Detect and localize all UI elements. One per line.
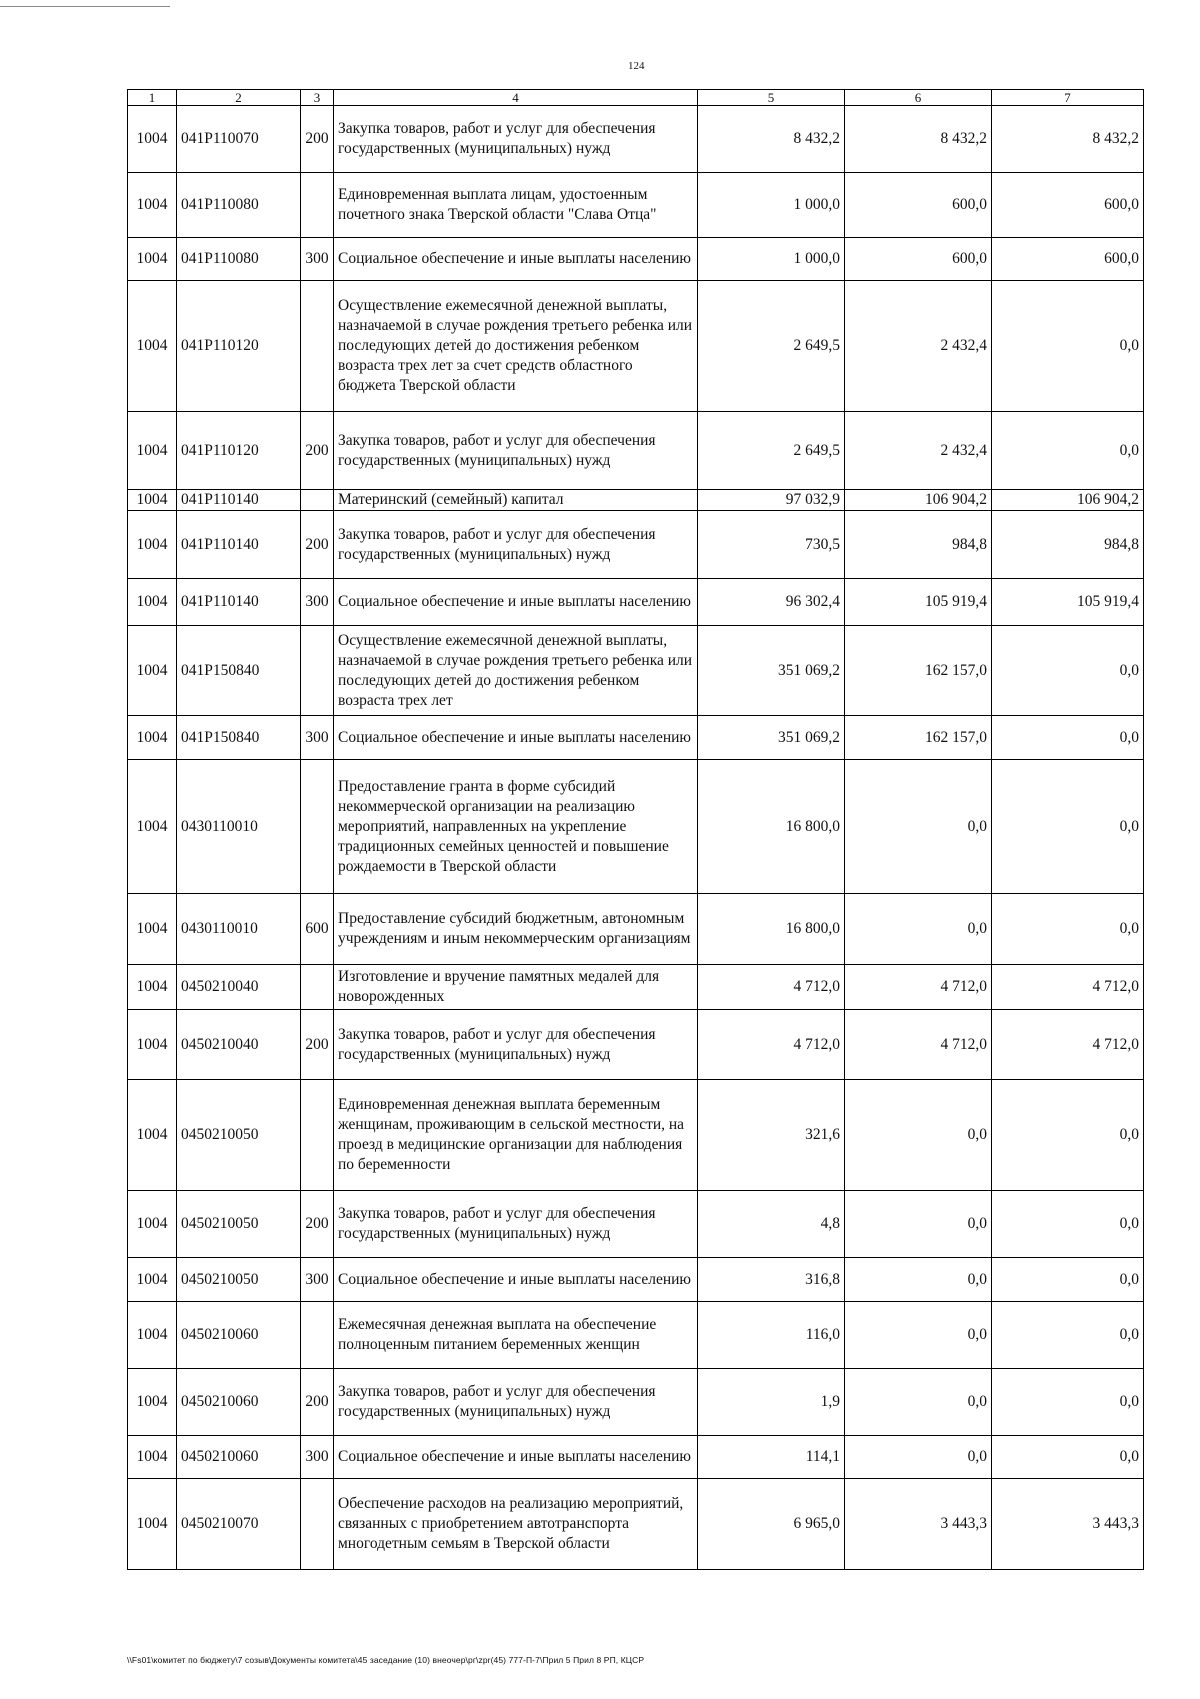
table-row — [128, 281, 1144, 412]
value-col-6: 8 432,2 — [845, 106, 992, 173]
target-code: 041P110140 — [177, 490, 301, 511]
value-col-5: 2 649,5 — [698, 281, 845, 412]
value-col-5: 351 069,2 — [698, 626, 845, 716]
value-col-6: 4 712,0 — [845, 965, 992, 1010]
section-code: 1004 — [128, 490, 177, 511]
item-name: Закупка товаров, работ и услуг для обеспечения государственных (муниципальных) нужд — [334, 412, 698, 490]
section-code: 1004 — [128, 281, 177, 412]
section-code: 1004 — [128, 173, 177, 238]
expense-type: 200 — [301, 511, 334, 579]
value-col-7: 4 712,0 — [992, 1010, 1144, 1080]
value-col-6: 0,0 — [845, 1191, 992, 1258]
value-col-7: 984,8 — [992, 511, 1144, 579]
value-col-5: 316,8 — [698, 1258, 845, 1302]
header-col-5: 5 — [698, 90, 845, 106]
table-row — [128, 1369, 1144, 1436]
section-code: 1004 — [128, 412, 177, 490]
table-row — [128, 1436, 1144, 1479]
value-col-7: 4 712,0 — [992, 965, 1144, 1010]
section-code: 1004 — [128, 760, 177, 894]
table-row — [128, 1191, 1144, 1258]
value-col-5: 730,5 — [698, 511, 845, 579]
value-col-7: 8 432,2 — [992, 106, 1144, 173]
target-code: 041P150840 — [177, 716, 301, 760]
value-col-7: 600,0 — [992, 238, 1144, 281]
value-col-5: 97 032,9 — [698, 490, 845, 511]
header-col-1: 1 — [128, 90, 177, 106]
target-code: 0450210040 — [177, 1010, 301, 1080]
expense-type — [301, 626, 334, 716]
target-code: 0450210060 — [177, 1302, 301, 1369]
item-name: Закупка товаров, работ и услуг для обеспечения государственных (муниципальных) нужд — [334, 511, 698, 579]
value-col-7: 0,0 — [992, 894, 1144, 965]
target-code: 0450210060 — [177, 1369, 301, 1436]
section-code: 1004 — [128, 1080, 177, 1191]
value-col-7: 0,0 — [992, 281, 1144, 412]
section-code: 1004 — [128, 106, 177, 173]
value-col-6: 600,0 — [845, 238, 992, 281]
value-col-7: 0,0 — [992, 1258, 1144, 1302]
expense-type — [301, 760, 334, 894]
target-code: 041P110080 — [177, 173, 301, 238]
value-col-5: 8 432,2 — [698, 106, 845, 173]
table-row — [128, 1258, 1144, 1302]
value-col-5: 1,9 — [698, 1369, 845, 1436]
value-col-7: 105 919,4 — [992, 579, 1144, 626]
target-code: 0450210050 — [177, 1191, 301, 1258]
target-code: 0450210050 — [177, 1258, 301, 1302]
expense-type: 200 — [301, 106, 334, 173]
table-row — [128, 238, 1144, 281]
value-col-5: 351 069,2 — [698, 716, 845, 760]
value-col-6: 3 443,3 — [845, 1479, 992, 1570]
expense-type: 200 — [301, 1010, 334, 1080]
target-code: 0430110010 — [177, 894, 301, 965]
value-col-6: 0,0 — [845, 760, 992, 894]
item-name: Единовременная выплата лицам, удостоенным почетного знака Тверской области "Слава Отца" — [334, 173, 698, 238]
expense-type — [301, 1302, 334, 1369]
expense-type — [301, 490, 334, 511]
value-col-6: 105 919,4 — [845, 579, 992, 626]
table-row — [128, 490, 1144, 511]
value-col-6: 600,0 — [845, 173, 992, 238]
section-code: 1004 — [128, 1010, 177, 1080]
section-code: 1004 — [128, 238, 177, 281]
expense-type — [301, 281, 334, 412]
section-code: 1004 — [128, 579, 177, 626]
item-name: Осуществление ежемесячной денежной выплаты, назначаемой в случае рождения третьего ребенка или последующих детей до достижения ребенком возраста трех лет за счет средств областного бюджета Тверской области — [334, 281, 698, 412]
expense-type: 300 — [301, 238, 334, 281]
item-name: Закупка товаров, работ и услуг для обеспечения государственных (муниципальных) нужд — [334, 1369, 698, 1436]
target-code: 0450210060 — [177, 1436, 301, 1479]
value-col-6: 0,0 — [845, 1369, 992, 1436]
expense-type — [301, 1080, 334, 1191]
item-name: Осуществление ежемесячной денежной выплаты, назначаемой в случае рождения третьего ребенка или последующих детей до достижения ребенком возраста трех лет — [334, 626, 698, 716]
value-col-7: 0,0 — [992, 1191, 1144, 1258]
value-col-7: 0,0 — [992, 626, 1144, 716]
value-col-6: 106 904,2 — [845, 490, 992, 511]
header-col-6: 6 — [845, 90, 992, 106]
value-col-5: 4,8 — [698, 1191, 845, 1258]
header-col-4: 4 — [334, 90, 698, 106]
value-col-5: 116,0 — [698, 1302, 845, 1369]
target-code: 041P110120 — [177, 412, 301, 490]
file-path-footer: \\Fs01\комитет по бюджету\7 созыв\Документы комитета\45 заседание (10) внеочер\рг\zpr(45) 777-П-7\Прил 5 Прил 8 РП, КЦСР — [127, 1655, 645, 1665]
section-code: 1004 — [128, 1369, 177, 1436]
item-name: Закупка товаров, работ и услуг для обеспечения государственных (муниципальных) нужд — [334, 1010, 698, 1080]
item-name: Социальное обеспечение и иные выплаты населению — [334, 579, 698, 626]
value-col-5: 1 000,0 — [698, 238, 845, 281]
item-name: Закупка товаров, работ и услуг для обеспечения государственных (муниципальных) нужд — [334, 1191, 698, 1258]
page-number: 124 — [628, 60, 645, 72]
value-col-6: 0,0 — [845, 894, 992, 965]
value-col-5: 16 800,0 — [698, 894, 845, 965]
value-col-7: 0,0 — [992, 1369, 1144, 1436]
scan-edge-line — [0, 6, 170, 7]
expense-type: 200 — [301, 412, 334, 490]
item-name: Предоставление субсидий бюджетным, автономным учреждениям и иным некоммерческим организациям — [334, 894, 698, 965]
target-code: 041P110140 — [177, 511, 301, 579]
table-row — [128, 760, 1144, 894]
value-col-7: 0,0 — [992, 716, 1144, 760]
item-name: Социальное обеспечение и иные выплаты населению — [334, 238, 698, 281]
value-col-7: 0,0 — [992, 412, 1144, 490]
item-name: Социальное обеспечение и иные выплаты населению — [334, 1436, 698, 1479]
value-col-5: 4 712,0 — [698, 965, 845, 1010]
section-code: 1004 — [128, 1302, 177, 1369]
expense-type: 300 — [301, 579, 334, 626]
budget-table — [127, 89, 1144, 1570]
value-col-7: 0,0 — [992, 760, 1144, 894]
value-col-7: 0,0 — [992, 1302, 1144, 1369]
expense-type: 300 — [301, 1258, 334, 1302]
expense-type: 600 — [301, 894, 334, 965]
value-col-5: 96 302,4 — [698, 579, 845, 626]
expense-type — [301, 173, 334, 238]
target-code: 0430110010 — [177, 760, 301, 894]
value-col-7: 600,0 — [992, 173, 1144, 238]
target-code: 041P110080 — [177, 238, 301, 281]
target-code: 0450210050 — [177, 1080, 301, 1191]
section-code: 1004 — [128, 626, 177, 716]
section-code: 1004 — [128, 1436, 177, 1479]
value-col-7: 3 443,3 — [992, 1479, 1144, 1570]
item-name: Закупка товаров, работ и услуг для обеспечения государственных (муниципальных) нужд — [334, 106, 698, 173]
table-row — [128, 412, 1144, 490]
value-col-6: 4 712,0 — [845, 1010, 992, 1080]
target-code: 041P110070 — [177, 106, 301, 173]
value-col-6: 0,0 — [845, 1258, 992, 1302]
section-code: 1004 — [128, 894, 177, 965]
section-code: 1004 — [128, 1191, 177, 1258]
target-code: 041P150840 — [177, 626, 301, 716]
table-row — [128, 1010, 1144, 1080]
table-row — [128, 579, 1144, 626]
item-name: Изготовление и вручение памятных медалей для новорожденных — [334, 965, 698, 1010]
value-col-7: 0,0 — [992, 1080, 1144, 1191]
value-col-5: 6 965,0 — [698, 1479, 845, 1570]
table-row — [128, 1479, 1144, 1570]
expense-type: 300 — [301, 716, 334, 760]
expense-type: 200 — [301, 1369, 334, 1436]
section-code: 1004 — [128, 716, 177, 760]
value-col-5: 321,6 — [698, 1080, 845, 1191]
table-row — [128, 1080, 1144, 1191]
value-col-5: 4 712,0 — [698, 1010, 845, 1080]
header-row — [128, 90, 1144, 106]
table-row — [128, 626, 1144, 716]
item-name: Предоставление гранта в форме субсидий некоммерческой организации на реализацию мероприятий, направленных на укрепление традиционных семейных ценностей и повышение рождаемости в Тверской области — [334, 760, 698, 894]
expense-type — [301, 965, 334, 1010]
value-col-6: 0,0 — [845, 1302, 992, 1369]
value-col-7: 0,0 — [992, 1436, 1144, 1479]
value-col-6: 0,0 — [845, 1436, 992, 1479]
value-col-5: 1 000,0 — [698, 173, 845, 238]
table-row — [128, 965, 1144, 1010]
section-code: 1004 — [128, 511, 177, 579]
table-row — [128, 716, 1144, 760]
item-name: Единовременная денежная выплата беременным женщинам, проживающим в сельской местности, на проезд в медицинские организации для наблюдения по беременности — [334, 1080, 698, 1191]
table-row — [128, 173, 1144, 238]
item-name: Социальное обеспечение и иные выплаты населению — [334, 1258, 698, 1302]
target-code: 041P110120 — [177, 281, 301, 412]
value-col-6: 162 157,0 — [845, 626, 992, 716]
table-row — [128, 1302, 1144, 1369]
value-col-6: 2 432,4 — [845, 412, 992, 490]
item-name: Обеспечение расходов на реализацию мероприятий, связанных с приобретением автотранспорта многодетным семьям в Тверской области — [334, 1479, 698, 1570]
section-code: 1004 — [128, 1258, 177, 1302]
value-col-7: 106 904,2 — [992, 490, 1144, 511]
table-row — [128, 894, 1144, 965]
section-code: 1004 — [128, 1479, 177, 1570]
item-name: Ежемесячная денежная выплата на обеспечение полноценным питанием беременных женщин — [334, 1302, 698, 1369]
expense-type: 200 — [301, 1191, 334, 1258]
table-row — [128, 511, 1144, 579]
target-code: 0450210070 — [177, 1479, 301, 1570]
value-col-6: 162 157,0 — [845, 716, 992, 760]
expense-type — [301, 1479, 334, 1570]
value-col-6: 2 432,4 — [845, 281, 992, 412]
header-col-2: 2 — [177, 90, 301, 106]
header-col-3: 3 — [301, 90, 334, 106]
value-col-5: 16 800,0 — [698, 760, 845, 894]
header-col-7: 7 — [992, 90, 1144, 106]
section-code: 1004 — [128, 965, 177, 1010]
value-col-6: 0,0 — [845, 1080, 992, 1191]
target-code: 041P110140 — [177, 579, 301, 626]
value-col-6: 984,8 — [845, 511, 992, 579]
item-name: Социальное обеспечение и иные выплаты населению — [334, 716, 698, 760]
value-col-5: 2 649,5 — [698, 412, 845, 490]
value-col-5: 114,1 — [698, 1436, 845, 1479]
target-code: 0450210040 — [177, 965, 301, 1010]
table-row — [128, 106, 1144, 173]
item-name: Материнский (семейный) капитал — [334, 490, 698, 511]
expense-type: 300 — [301, 1436, 334, 1479]
